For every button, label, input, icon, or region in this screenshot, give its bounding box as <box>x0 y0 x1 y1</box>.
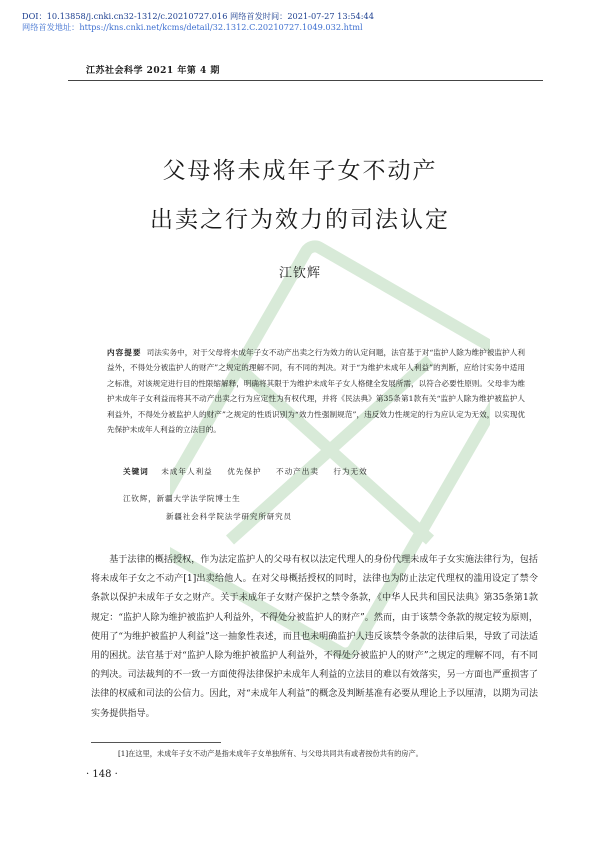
keywords-label: 关键词 <box>123 467 149 476</box>
footnote-divider <box>91 742 221 743</box>
keyword-item: 未成年人利益 <box>161 467 213 476</box>
abstract-text: 司法实务中，对于父母将未成年子女不动产出卖之行为效力的认定问题，法官基于对“监护人除为维护被监护人利益外，不得处分被监护人的财产”之规定的理解不同，有不同的判决。对于“为维护未成年人利益”的判断，应给讨实务中适用之标准，对该规定进行目的性限缩解释，明确将其限于为维护未成年子女人格健全发展所需，以符合必要性原则。父母非为维护未成年子女利益而将其不动产出卖之行为应定性为有权代理，并将《民法典》第35条第1款有关“监护人除为维护被监护人利益外，不得处分被监护人的财产”之规定的性质识别为“效力性强制规范”，违反效力性规定的行为应认定为无效，以实现优先保护未成年人利益的立法目的。 <box>107 348 525 435</box>
article-title-line-1: 父母将未成年子女不动产 <box>162 158 438 184</box>
keyword-item: 行为无效 <box>333 467 368 476</box>
article-title-line-2: 出卖之行为效力的司法认定 <box>150 207 450 233</box>
online-url-line[interactable]: 网络首发地址：https://kns.cnki.net/kcms/detail/32.1312.C.20210727.1049.032.html <box>22 22 363 32</box>
abstract <box>107 345 525 437</box>
page-number: · 148 · <box>86 769 118 780</box>
author-name: 江钦辉 <box>278 266 321 281</box>
journal-issue: 江苏社会科学 2021 年第 4 期 <box>86 66 220 76</box>
doi-header <box>22 11 374 33</box>
footnote: [1]在这里，未成年子女不动产是指未成年子女单独所有、与父母共同共有或者按份共有的房产。 <box>118 749 423 758</box>
keyword-item: 不动产出卖 <box>275 467 319 476</box>
keywords <box>123 466 523 477</box>
abstract-label: 内容提要 <box>107 348 142 357</box>
body-paragraph: 基于法律的概括授权，作为法定监护人的父母有权以法定代理人的身份代理未成年子女实施法律行为，包括将未成年子女之不动产[1]出卖给他人。在对父母概括授权的同时，法律也为防止法定代理权的滥用设定了禁令条款以保护未成年子女之财产。关于未成年子女财产保护之禁令条款，《中华人民共和国民法典》第35条第1款规定：“监护人除为维护被监护人利益外，不得处分被监护人的财产”。然而，由于该禁令条款的规定较为原则，使用了“为维护被监护人利益”这一抽象性表述，而且也未明确监护人违反该禁令条款的法律后果，导致了司法适用的困扰。法官基于对“监护人除为维护被监护人利益外，不得处分被监护人的财产”之规定的理解不同，有不同的判决。司法裁判的不一致一方面使得法律保护未成年人利益的立法目的难以有效落实，另一方面也严重损害了法律的权威和司法的公信力。因此，对“未成年人利益”的概念及判断基准有必要从理论上予以厘清，以期为司法实务提供指导。 <box>91 555 538 719</box>
header-divider <box>68 80 543 81</box>
author-affiliation-1: 江钦辉，新疆大学法学院博士生 <box>123 494 241 503</box>
doi-line: DOI：10.13858/j.cnki.cn32-1312/c.20210727.016 网络首发时间：2021-07-27 13:54:44 <box>22 11 374 21</box>
keyword-item: 优先保护 <box>227 467 262 476</box>
author-affiliation-2: 新疆社会科学院法学研究所研究员 <box>166 512 292 521</box>
